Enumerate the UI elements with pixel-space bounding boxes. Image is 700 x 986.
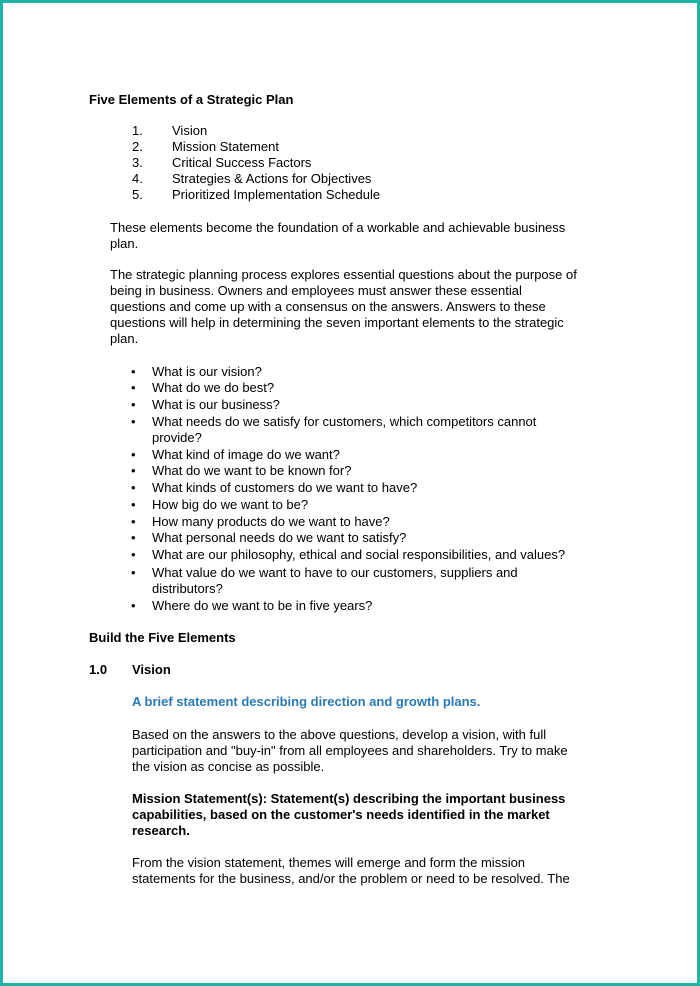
bullet-icon: • [131, 514, 136, 529]
bullet-icon: • [131, 364, 136, 379]
paragraph-line: being in business. Owners and employees must answer these essential [110, 283, 522, 298]
list-text: Strategies & Actions for Objectives [172, 171, 372, 186]
bullet-text: provide? [152, 430, 202, 445]
document-title: Five Elements of a Strategic Plan [89, 92, 294, 107]
bullet-icon: • [131, 480, 136, 495]
bullet-text: What needs do we satisfy for customers, which competitors cannot [152, 414, 537, 429]
paragraph-line: questions and come up with a consensus on the answers. Answers to these [110, 299, 546, 314]
bullet-icon: • [131, 530, 136, 545]
paragraph-line: plan. [110, 331, 139, 346]
paragraph-line: plan. [110, 236, 139, 251]
list-number: 2. [132, 139, 143, 154]
mission-heading-line: capabilities, based on the customer's needs identified in the market [132, 807, 550, 822]
bullet-icon: • [131, 497, 136, 512]
subsection-title: Vision [132, 662, 171, 677]
list-text: Critical Success Factors [172, 155, 312, 170]
bullet-text: What kind of image do we want? [152, 447, 340, 462]
mission-heading-line: Mission Statement(s): Statement(s) describing the important business [132, 791, 566, 806]
bullet-icon: • [131, 565, 136, 580]
list-text: Prioritized Implementation Schedule [172, 187, 381, 202]
bullet-text: What is our business? [152, 397, 280, 412]
bullet-text: What value do we want to have to our customers, suppliers and [152, 565, 518, 580]
bullet-text: What kinds of customers do we want to have? [152, 480, 418, 495]
list-text: Vision [172, 123, 208, 138]
paragraph-line: questions will help in determining the seven important elements to the strategic [110, 315, 564, 330]
bullet-icon: • [131, 598, 136, 613]
paragraph-line: The strategic planning process explores essential questions about the purpose of [110, 267, 577, 282]
bullet-icon: • [131, 414, 136, 429]
list-number: 3. [132, 155, 143, 170]
bullet-text: What do we want to be known for? [152, 463, 352, 478]
list-number: 1. [132, 123, 143, 138]
list-text: Mission Statement [172, 139, 279, 154]
paragraph-line: From the vision statement, themes will emerge and form the mission [132, 855, 526, 870]
mission-heading-line: research. [132, 823, 190, 838]
bullet-text: Where do we want to be in five years? [152, 598, 373, 613]
list-number: 5. [132, 187, 143, 202]
paragraph-line: participation and "buy-in" from all employees and shareholders. Try to make [132, 743, 568, 758]
section-heading: Build the Five Elements [89, 630, 236, 645]
bullet-icon: • [131, 463, 136, 478]
vision-subtitle: A brief statement describing direction and growth plans. [132, 694, 481, 709]
bullet-text: How big do we want to be? [152, 497, 309, 512]
paragraph-line: the vision as concise as possible. [132, 759, 325, 774]
bullet-icon: • [131, 447, 136, 462]
subsection-number: 1.0 [89, 662, 108, 677]
paragraph-line: statements for the business, and/or the problem or need to be resolved. The [132, 871, 570, 886]
bullet-icon: • [131, 397, 136, 412]
paragraph-line: These elements become the foundation of a workable and achievable business [110, 220, 566, 235]
bullet-text: What personal needs do we want to satisfy? [152, 530, 407, 545]
bullet-text: What is our vision? [152, 364, 262, 379]
bullet-icon: • [131, 547, 136, 562]
paragraph-line: Based on the answers to the above questions, develop a vision, with full [132, 727, 547, 742]
bullet-icon: • [131, 380, 136, 395]
bullet-text: What are our philosophy, ethical and social responsibilities, and values? [152, 547, 566, 562]
list-number: 4. [132, 171, 143, 186]
bullet-text: distributors? [152, 581, 223, 596]
bullet-text: What do we do best? [152, 380, 275, 395]
bullet-text: How many products do we want to have? [152, 514, 390, 529]
